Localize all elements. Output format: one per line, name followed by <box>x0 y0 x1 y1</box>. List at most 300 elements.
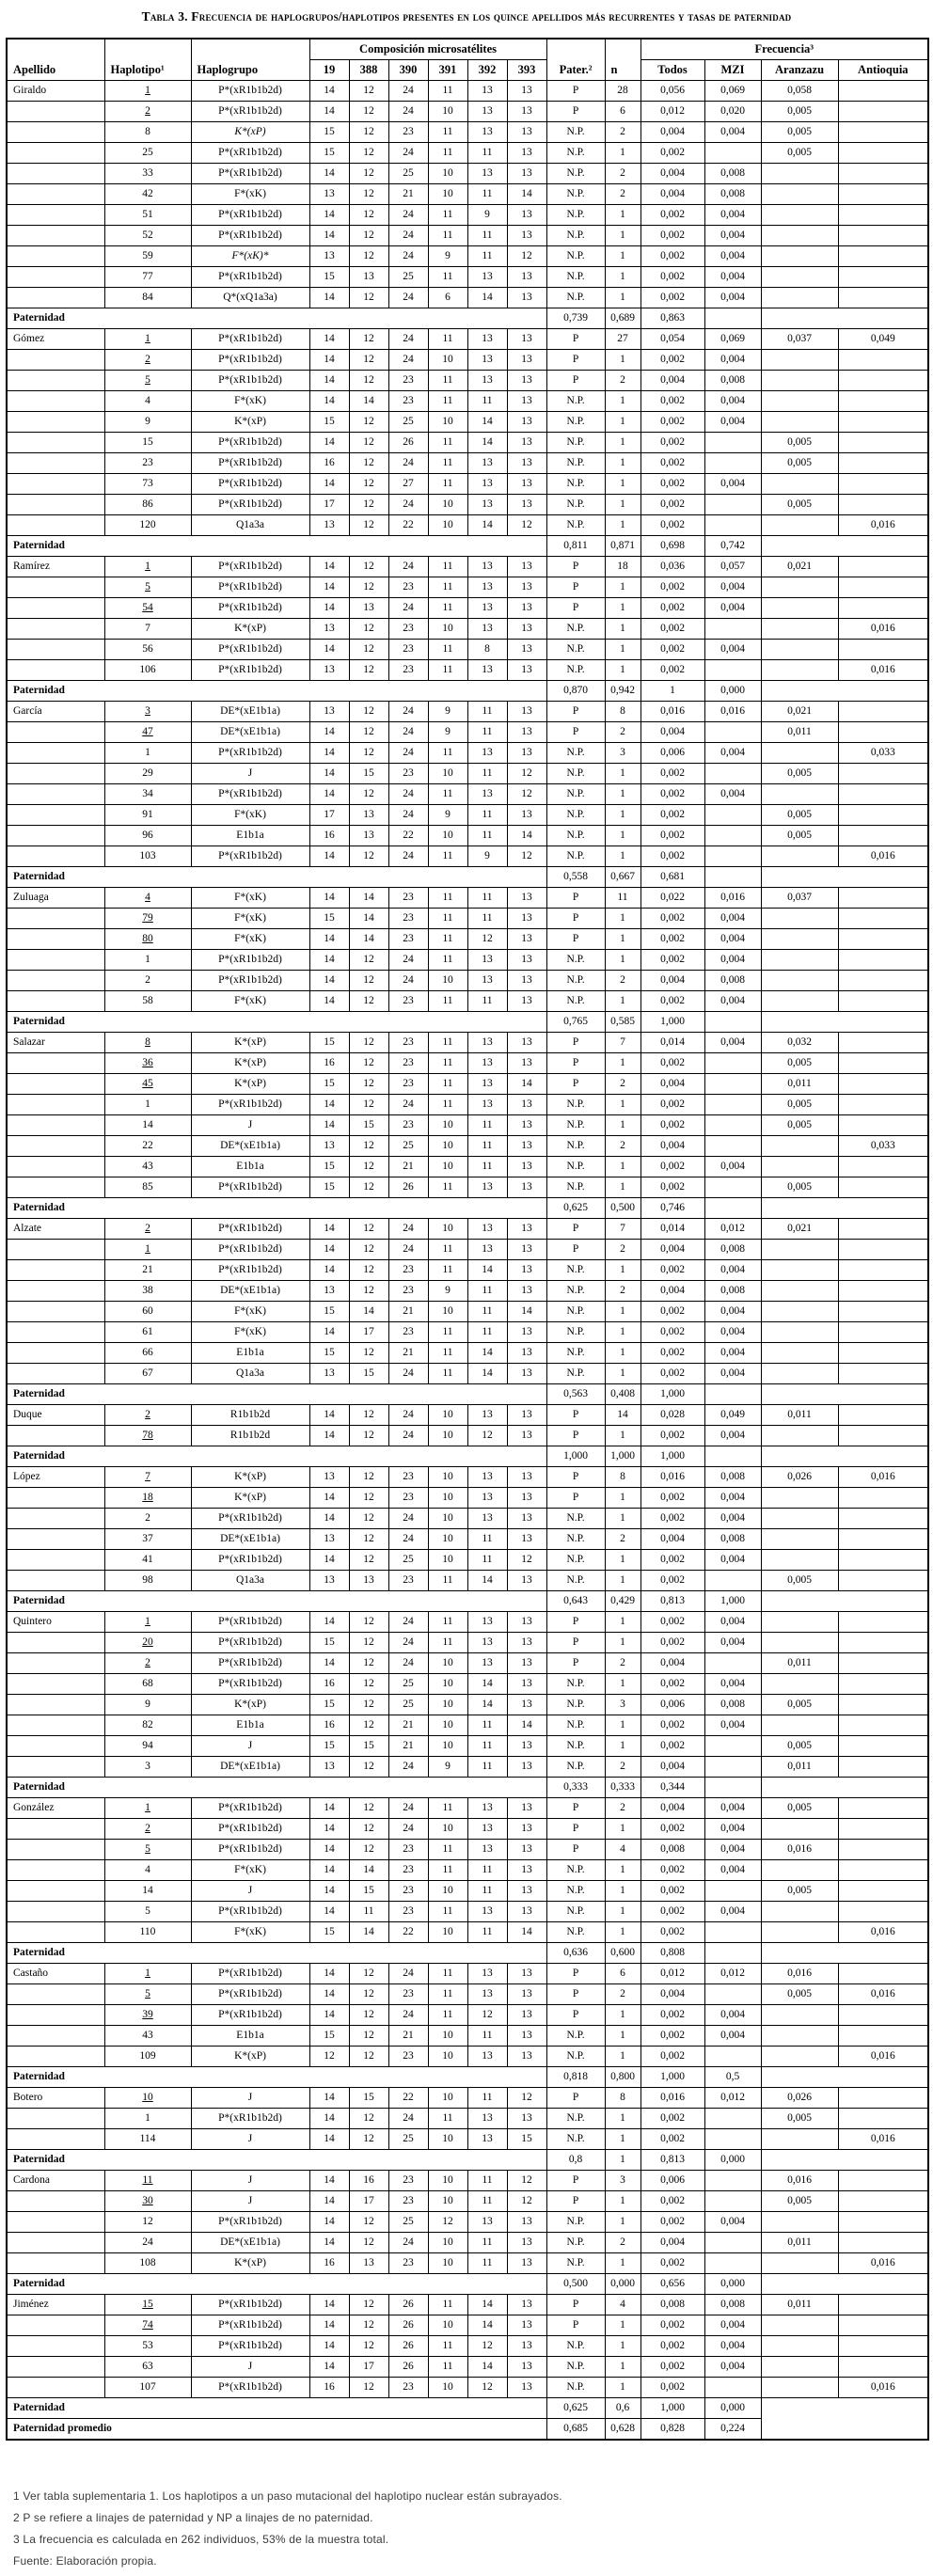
frequency-cell <box>838 1860 928 1881</box>
haplotype-row <box>7 288 928 308</box>
microsatellite-cell: 26 <box>388 2315 428 2336</box>
frequency-cell: 0,002 <box>640 640 704 660</box>
microsatellite-cell: 13 <box>507 1840 546 1860</box>
microsatellite-cell: 11 <box>428 640 467 660</box>
frequency-cell: 0,002 <box>640 143 704 164</box>
frequency-cell: 0,016 <box>838 2129 928 2150</box>
frequency-cell <box>761 288 838 308</box>
microsatellite-cell: 24 <box>388 1426 428 1446</box>
microsatellite-cell: 10 <box>428 1819 467 1840</box>
paternity-cell: N.P. <box>546 971 605 991</box>
microsatellite-cell: 13 <box>467 971 507 991</box>
n-cell: 1 <box>605 1095 640 1115</box>
frequency-cell <box>838 1715 928 1736</box>
haplotype-cell: 5 <box>104 1984 191 2005</box>
microsatellite-cell: 14 <box>309 598 349 619</box>
haplotype-row <box>7 1260 928 1281</box>
haplogroup-cell: P*(xR1b1b2d) <box>191 2005 309 2026</box>
microsatellite-cell: 11 <box>467 1757 507 1778</box>
microsatellite-cell: 13 <box>507 2295 546 2315</box>
haplogroup-cell: P*(xR1b1b2d) <box>191 598 309 619</box>
frequency-cell: 0,002 <box>640 929 704 950</box>
frequency-cell: 0,028 <box>640 1405 704 1426</box>
paternity-cell: N.P. <box>546 2047 605 2067</box>
haplotype-row <box>7 909 928 929</box>
surname-cell <box>7 2109 104 2129</box>
haplotype-cell: 15 <box>104 2295 191 2315</box>
haplotype-row <box>7 2171 928 2191</box>
frequency-cell <box>838 267 928 288</box>
microsatellite-cell: 12 <box>349 1095 388 1115</box>
paternity-cell: N.P. <box>546 1364 605 1384</box>
frequency-cell: 0,004 <box>704 474 761 495</box>
surname-cell <box>7 205 104 226</box>
surname-cell <box>7 909 104 929</box>
paternity-cell: N.P. <box>546 826 605 846</box>
frequency-cell: 0,004 <box>704 784 761 805</box>
paternity-cell: N.P. <box>546 2253 605 2274</box>
frequency-cell <box>838 1115 928 1136</box>
footnote-3: 3 La frecuencia es calculada en 262 individuos, 53% de la muestra total. <box>13 2533 389 2546</box>
frequency-cell: 0,014 <box>640 1033 704 1053</box>
frequency-cell: 0,004 <box>704 288 761 308</box>
microsatellite-cell: 13 <box>309 246 349 267</box>
paternity-cell: P <box>546 1405 605 1426</box>
microsatellite-cell: 12 <box>507 515 546 536</box>
col-header-apellido: Apellido <box>7 39 104 81</box>
surname-cell <box>7 1922 104 1943</box>
microsatellite-cell: 23 <box>388 122 428 143</box>
microsatellite-cell: 8 <box>467 640 507 660</box>
haplotype-row <box>7 702 928 722</box>
microsatellite-cell: 13 <box>507 1653 546 1674</box>
haplotype-cell: 52 <box>104 226 191 246</box>
paternity-cell: P <box>546 1840 605 1860</box>
col-header-dys391: 391 <box>428 60 467 81</box>
surname-cell <box>7 826 104 846</box>
frequency-cell: 0,004 <box>640 1240 704 1260</box>
microsatellite-cell: 11 <box>349 1902 388 1922</box>
microsatellite-cell: 10 <box>428 2315 467 2336</box>
haplotype-row <box>7 2295 928 2315</box>
microsatellite-cell: 26 <box>388 2295 428 2315</box>
paternity-cell: P <box>546 557 605 577</box>
paternity-cell: P <box>546 1633 605 1653</box>
n-cell: 1 <box>605 1612 640 1633</box>
microsatellite-cell: 14 <box>309 1819 349 1840</box>
microsatellite-cell: 12 <box>349 184 388 205</box>
haplotype-row <box>7 1240 928 1260</box>
haplotype-cell: 106 <box>104 660 191 681</box>
microsatellite-cell: 23 <box>388 371 428 391</box>
frequency-cell <box>761 1819 838 1840</box>
n-cell: 2 <box>605 371 640 391</box>
surname-cell <box>7 1902 104 1922</box>
frequency-cell: 0,002 <box>640 2005 704 2026</box>
haplogroup-cell: R1b1b2d <box>191 1405 309 1426</box>
surname-cell <box>7 1240 104 1260</box>
microsatellite-cell: 11 <box>428 660 467 681</box>
microsatellite-cell: 17 <box>309 805 349 826</box>
frequency-cell: 0,002 <box>640 1509 704 1529</box>
frequency-cell: 0,004 <box>704 1860 761 1881</box>
frequency-cell <box>838 2336 928 2357</box>
surname-cell <box>7 1136 104 1157</box>
frequency-cell: 0,016 <box>838 846 928 867</box>
haplotype-cell: 33 <box>104 164 191 184</box>
haplogroup-cell: J <box>191 2088 309 2109</box>
surname-cell <box>7 1260 104 1281</box>
microsatellite-cell: 13 <box>507 1757 546 1778</box>
haplogroup-cell: P*(xR1b1b2d) <box>191 205 309 226</box>
microsatellite-cell: 14 <box>309 929 349 950</box>
frequency-cell: 0,057 <box>704 557 761 577</box>
microsatellite-cell: 11 <box>467 2088 507 2109</box>
haplotype-cell: 1 <box>104 743 191 764</box>
col-header-haplotipo: Haplotipo¹ <box>104 39 191 81</box>
frequency-cell: 0,002 <box>640 205 704 226</box>
frequency-cell <box>761 1715 838 1736</box>
microsatellite-cell: 14 <box>309 433 349 453</box>
haplotype-row <box>7 640 928 660</box>
frequency-cell: 0,002 <box>640 1095 704 1115</box>
microsatellite-cell: 11 <box>428 846 467 867</box>
frequency-cell: 0,016 <box>838 1984 928 2005</box>
surname-cell <box>7 102 104 122</box>
microsatellite-cell: 13 <box>467 1840 507 1860</box>
microsatellite-cell: 13 <box>467 1177 507 1198</box>
frequency-cell: 0,002 <box>640 453 704 474</box>
microsatellite-cell: 11 <box>428 1260 467 1281</box>
haplotype-cell: 5 <box>104 577 191 598</box>
microsatellite-cell: 13 <box>467 371 507 391</box>
frequency-cell: 0,004 <box>704 1633 761 1653</box>
haplogroup-cell: K*(xP) <box>191 122 309 143</box>
frequency-cell: 0,004 <box>704 2212 761 2233</box>
microsatellite-cell: 23 <box>388 1322 428 1343</box>
frequency-cell: 0,058 <box>761 81 838 102</box>
haplotype-cell: 2 <box>104 1819 191 1840</box>
haplotype-cell: 59 <box>104 246 191 267</box>
microsatellite-cell: 13 <box>507 1115 546 1136</box>
frequency-cell: 0,008 <box>640 1840 704 1860</box>
haplogroup-cell: J <box>191 2357 309 2378</box>
frequency-cell: 0,002 <box>640 1302 704 1322</box>
frequency-cell: 0,004 <box>640 184 704 205</box>
haplogroup-cell: P*(xR1b1b2d) <box>191 102 309 122</box>
frequency-cell: 0,002 <box>640 1322 704 1343</box>
microsatellite-cell: 14 <box>309 577 349 598</box>
frequency-cell <box>838 826 928 846</box>
n-cell: 1 <box>605 2191 640 2212</box>
microsatellite-cell: 12 <box>349 433 388 453</box>
paternity-average-cell: 0,685 <box>546 2419 605 2441</box>
microsatellite-cell: 12 <box>467 2378 507 2398</box>
paternity-rate-cell: 1,000 <box>704 1591 761 1612</box>
microsatellite-cell: 11 <box>428 1053 467 1074</box>
microsatellite-cell: 14 <box>309 164 349 184</box>
microsatellite-cell: 13 <box>507 412 546 433</box>
frequency-cell: 0,002 <box>640 991 704 1012</box>
microsatellite-cell: 11 <box>467 805 507 826</box>
paternity-cell: N.P. <box>546 640 605 660</box>
microsatellite-cell: 13 <box>507 909 546 929</box>
frequency-cell: 0,004 <box>704 267 761 288</box>
frequency-cell <box>761 2212 838 2233</box>
microsatellite-cell: 12 <box>349 81 388 102</box>
frequency-cell <box>761 2378 838 2398</box>
microsatellite-cell: 25 <box>388 1695 428 1715</box>
frequency-cell: 0,002 <box>640 412 704 433</box>
n-cell: 1 <box>605 2315 640 2336</box>
haplotype-row <box>7 991 928 1012</box>
microsatellite-cell: 14 <box>309 1964 349 1984</box>
n-cell: 28 <box>605 81 640 102</box>
surname-cell <box>7 184 104 205</box>
microsatellite-cell: 12 <box>349 991 388 1012</box>
microsatellite-cell: 12 <box>428 2212 467 2233</box>
microsatellite-cell: 12 <box>349 122 388 143</box>
microsatellite-cell: 21 <box>388 1302 428 1322</box>
haplotype-row <box>7 2378 928 2398</box>
haplogroup-cell: P*(xR1b1b2d) <box>191 660 309 681</box>
microsatellite-cell: 10 <box>428 971 467 991</box>
microsatellite-cell: 21 <box>388 1715 428 1736</box>
paternity-cell: N.P. <box>546 226 605 246</box>
microsatellite-cell: 13 <box>309 1529 349 1550</box>
frequency-cell: 0,012 <box>704 1964 761 1984</box>
paternidad-row <box>7 2067 928 2088</box>
microsatellite-cell: 14 <box>309 2212 349 2233</box>
n-cell: 1 <box>605 598 640 619</box>
haplotype-cell: 109 <box>104 2047 191 2067</box>
haplogroup-cell: DE*(xE1b1a) <box>191 1757 309 1778</box>
haplotype-row <box>7 784 928 805</box>
frequency-cell <box>761 1260 838 1281</box>
haplotype-row <box>7 1819 928 1840</box>
surname-cell <box>7 929 104 950</box>
microsatellite-cell: 13 <box>507 2336 546 2357</box>
haplotype-row <box>7 1509 928 1529</box>
haplogroup-cell: P*(xR1b1b2d) <box>191 1964 309 1984</box>
microsatellite-cell: 14 <box>467 433 507 453</box>
microsatellite-cell: 13 <box>309 1136 349 1157</box>
microsatellite-cell: 14 <box>309 1426 349 1446</box>
haplogroup-cell: K*(xP) <box>191 2047 309 2067</box>
microsatellite-cell: 13 <box>309 619 349 640</box>
haplogroup-cell: P*(xR1b1b2d) <box>191 453 309 474</box>
frequency-cell <box>704 515 761 536</box>
microsatellite-cell: 13 <box>467 1633 507 1653</box>
haplotype-cell: 2 <box>104 102 191 122</box>
frequency-cell: 0,004 <box>704 991 761 1012</box>
paternity-cell: P <box>546 1240 605 1260</box>
microsatellite-cell: 13 <box>507 660 546 681</box>
microsatellite-cell: 10 <box>428 2191 467 2212</box>
frequency-cell <box>838 495 928 515</box>
microsatellite-cell: 9 <box>467 846 507 867</box>
frequency-cell <box>761 1281 838 1302</box>
microsatellite-cell: 23 <box>388 640 428 660</box>
surname-cell <box>7 1281 104 1302</box>
paternity-cell: N.P. <box>546 1902 605 1922</box>
paternity-rate-cell: 0,643 <box>546 1591 605 1612</box>
microsatellite-cell: 10 <box>428 2129 467 2150</box>
frequency-cell: 0,020 <box>704 102 761 122</box>
surname-cell <box>7 350 104 371</box>
haplotype-row <box>7 1860 928 1881</box>
frequency-cell: 0,005 <box>761 1095 838 1115</box>
haplogroup-cell: F*(xK) <box>191 991 309 1012</box>
frequency-cell <box>838 1633 928 1653</box>
frequency-cell <box>704 826 761 846</box>
frequency-cell: 0,002 <box>640 2357 704 2378</box>
n-cell: 2 <box>605 1074 640 1095</box>
surname-cell <box>7 805 104 826</box>
microsatellite-cell: 11 <box>428 1033 467 1053</box>
surname-cell <box>7 433 104 453</box>
microsatellite-cell: 13 <box>507 391 546 412</box>
frequency-cell: 0,002 <box>640 784 704 805</box>
footnote-2: 2 P se refiere a linajes de paternidad y NP a linajes de no paternidad. <box>13 2511 373 2524</box>
surname-cell <box>7 2378 104 2398</box>
microsatellite-cell: 12 <box>349 1757 388 1778</box>
haplotype-row <box>7 1674 928 1695</box>
col-header-composicion: Composición microsatélites <box>309 39 546 60</box>
frequency-cell <box>838 474 928 495</box>
microsatellite-cell: 22 <box>388 515 428 536</box>
haplotype-row <box>7 2047 928 2067</box>
haplotype-row <box>7 1343 928 1364</box>
microsatellite-cell: 11 <box>428 950 467 971</box>
haplotype-row <box>7 329 928 350</box>
microsatellite-cell: 13 <box>467 1467 507 1488</box>
haplotype-row <box>7 246 928 267</box>
paternity-cell: N.P. <box>546 2378 605 2398</box>
haplotype-cell: 78 <box>104 1426 191 1446</box>
frequency-cell: 0,002 <box>640 1860 704 1881</box>
microsatellite-cell: 12 <box>349 619 388 640</box>
paternity-rate-cell: 1,000 <box>546 1446 605 1467</box>
surname-cell <box>7 453 104 474</box>
n-cell: 1 <box>605 1819 640 1840</box>
haplotype-cell: 98 <box>104 1571 191 1591</box>
microsatellite-cell: 14 <box>309 205 349 226</box>
paternity-cell: N.P. <box>546 1177 605 1198</box>
frequency-cell <box>838 2171 928 2191</box>
haplogroup-cell: Q1a3a <box>191 515 309 536</box>
frequency-cell: 0,004 <box>704 1322 761 1343</box>
frequency-cell <box>761 391 838 412</box>
microsatellite-cell: 11 <box>467 226 507 246</box>
microsatellite-cell: 17 <box>349 2357 388 2378</box>
paternity-cell: N.P. <box>546 1860 605 1881</box>
microsatellite-cell: 24 <box>388 1819 428 1840</box>
frequency-cell <box>704 722 761 743</box>
microsatellite-cell: 12 <box>349 288 388 308</box>
frequency-cell: 0,002 <box>640 2378 704 2398</box>
frequency-cell: 0,004 <box>704 1302 761 1322</box>
paternity-cell: N.P. <box>546 2212 605 2233</box>
paternity-cell: P <box>546 81 605 102</box>
frequency-cell <box>761 226 838 246</box>
microsatellite-cell: 12 <box>507 764 546 784</box>
microsatellite-cell: 13 <box>467 1819 507 1840</box>
frequency-cell: 0,002 <box>640 246 704 267</box>
microsatellite-cell: 13 <box>507 1467 546 1488</box>
haplotype-cell: 80 <box>104 929 191 950</box>
haplotype-cell: 114 <box>104 2129 191 2150</box>
microsatellite-cell: 24 <box>388 805 428 826</box>
paternity-cell: N.P. <box>546 288 605 308</box>
microsatellite-cell: 14 <box>309 1405 349 1426</box>
surname-cell <box>7 226 104 246</box>
microsatellite-cell: 14 <box>309 1798 349 1819</box>
frequency-cell <box>838 2315 928 2336</box>
microsatellite-cell: 23 <box>388 1115 428 1136</box>
frequency-cell <box>761 412 838 433</box>
paternity-rate-cell <box>704 1012 761 1033</box>
haplotype-cell: 77 <box>104 267 191 288</box>
frequency-cell <box>704 1653 761 1674</box>
surname-cell <box>7 577 104 598</box>
microsatellite-cell: 13 <box>309 1364 349 1384</box>
frequency-cell <box>838 909 928 929</box>
n-cell: 1 <box>605 991 640 1012</box>
microsatellite-cell: 13 <box>507 1281 546 1302</box>
frequency-cell <box>838 81 928 102</box>
haplogroup-cell: P*(xR1b1b2d) <box>191 226 309 246</box>
haplogroup-cell: DE*(xE1b1a) <box>191 702 309 722</box>
frequency-cell: 0,016 <box>640 1467 704 1488</box>
haplotype-row <box>7 1902 928 1922</box>
microsatellite-cell: 13 <box>467 1488 507 1509</box>
paternity-cell: N.P. <box>546 784 605 805</box>
n-cell: 7 <box>605 1219 640 1240</box>
microsatellite-cell: 11 <box>428 226 467 246</box>
frequency-cell: 0,002 <box>640 826 704 846</box>
microsatellite-cell: 24 <box>388 102 428 122</box>
haplotype-row <box>7 826 928 846</box>
haplotype-row <box>7 971 928 991</box>
frequency-cell <box>761 598 838 619</box>
microsatellite-cell: 13 <box>467 1095 507 1115</box>
microsatellite-cell: 13 <box>507 1033 546 1053</box>
microsatellite-cell: 24 <box>388 1364 428 1384</box>
frequency-cell: 0,005 <box>761 495 838 515</box>
frequency-cell <box>761 660 838 681</box>
microsatellite-cell: 13 <box>467 164 507 184</box>
microsatellite-cell: 12 <box>507 2171 546 2191</box>
haplogroup-cell: P*(xR1b1b2d) <box>191 1653 309 1674</box>
microsatellite-cell: 13 <box>507 1322 546 1343</box>
frequency-cell: 0,005 <box>761 453 838 474</box>
frequency-cell <box>761 2315 838 2336</box>
microsatellite-cell: 12 <box>349 1798 388 1819</box>
microsatellite-cell: 14 <box>467 1571 507 1591</box>
microsatellite-cell: 13 <box>507 1136 546 1157</box>
frequency-cell <box>761 205 838 226</box>
frequency-cell <box>761 164 838 184</box>
microsatellite-cell: 13 <box>507 888 546 909</box>
frequency-cell <box>838 1736 928 1757</box>
microsatellite-cell: 13 <box>467 474 507 495</box>
paternity-rate-cell: 0,333 <box>605 1778 640 1798</box>
haplotype-cell: 38 <box>104 1281 191 1302</box>
microsatellite-cell: 14 <box>309 1840 349 1860</box>
microsatellite-cell: 13 <box>507 1364 546 1384</box>
frequency-cell <box>761 350 838 371</box>
